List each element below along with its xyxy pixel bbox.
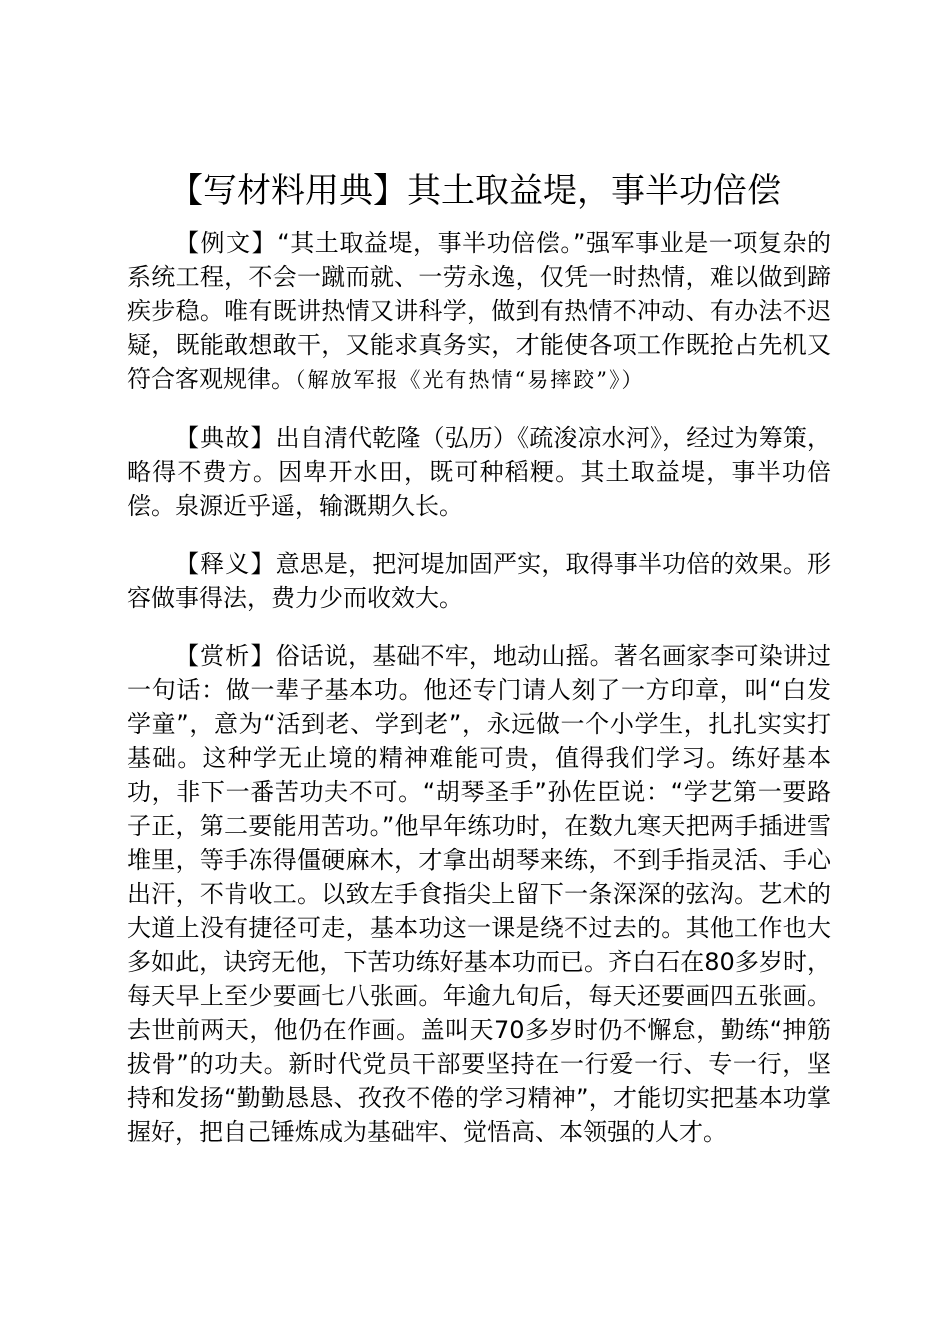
section-tag-meaning: 【释义】 — [175, 550, 276, 578]
section-example — [127, 226, 831, 397]
section-tag-example: 【例文】 — [175, 229, 278, 257]
document-title: 【写材料用典】其土取益堤，事半功倍偿 — [169, 171, 781, 211]
section-tag-allusion: 【典故】 — [175, 424, 276, 452]
document-body — [127, 226, 831, 1173]
section-meaning — [127, 547, 831, 615]
example-source: （解放军报《光有热情“易摔跤”》） — [295, 368, 645, 392]
section-allusion — [127, 421, 831, 523]
section-text-appreciation: 俗话说，基础不牢，地动山摇。著名画家李可染讲过一句话：做一辈子基本功。他还专门请人刻了一方印章，叫“白发学童”，意为“活到老、学到老”，永远做一个小学生，扎扎实实打基础。这种学无止境的精神难能可贵，值得我们学习。练好基本功，非下一番苦功夫不可。“胡琴圣手”孙佐臣说：“学艺第一要路子正，第二要能用苦功。”他早年练功时，在数九寒天把两手插进雪堆里，等手冻得僵硬麻木，才拿出胡琴来练，不到手指灵活、手心出汗，不肯收工。以致左手食指尖上留下一条深深的弦沟。艺术的大道上没有捷径可走，基本功这一课是绕不过去的。其他工作也大多如此，诀窍无他，下苦功练好基本功而已。齐白石在80多岁时，每天早上至少要画七八张画。年逾九旬后，每天还要画四五张画。去世前两天，他仍在作画。盖叫天70多岁时仍不懈怠，勤练“抻筋拔骨”的功夫。新时代党员干部要坚持在一行爱一行、专一行，坚持和发扬“勤勤恳恳、孜孜不倦的学习精神”，才能切实把基本功掌握好，把自己锤炼成为基础牢、觉悟高、本领强的人才。 — [127, 642, 832, 1146]
section-text-allusion: 出自清代乾隆（弘历）《疏浚凉水河》，经过为筹策，略得不费方。因卑开水田，既可种稻粳。其土取益堤，事半功倍偿。泉源近乎遥，输溉期久长。 — [127, 424, 831, 520]
section-tag-appreciation: 【赏析】 — [175, 642, 276, 670]
section-appreciation — [127, 639, 831, 1149]
section-text-meaning: 意思是，把河堤加固严实，取得事半功倍的效果。形容做事得法，费力少而收效大。 — [127, 550, 832, 612]
section-text-example: “其土取益堤，事半功倍偿。”强军事业是一项复杂的系统工程，不会一蹴而就、一劳永逸，仅凭一时热情，难以做到蹄疾步稳。唯有既讲热情又讲科学，做到有热情不冲动、有办法不迟疑，既能敢想敢干，又能求真务实，才能使各项工作既抢占先机又符合客观规律。 — [127, 229, 831, 393]
